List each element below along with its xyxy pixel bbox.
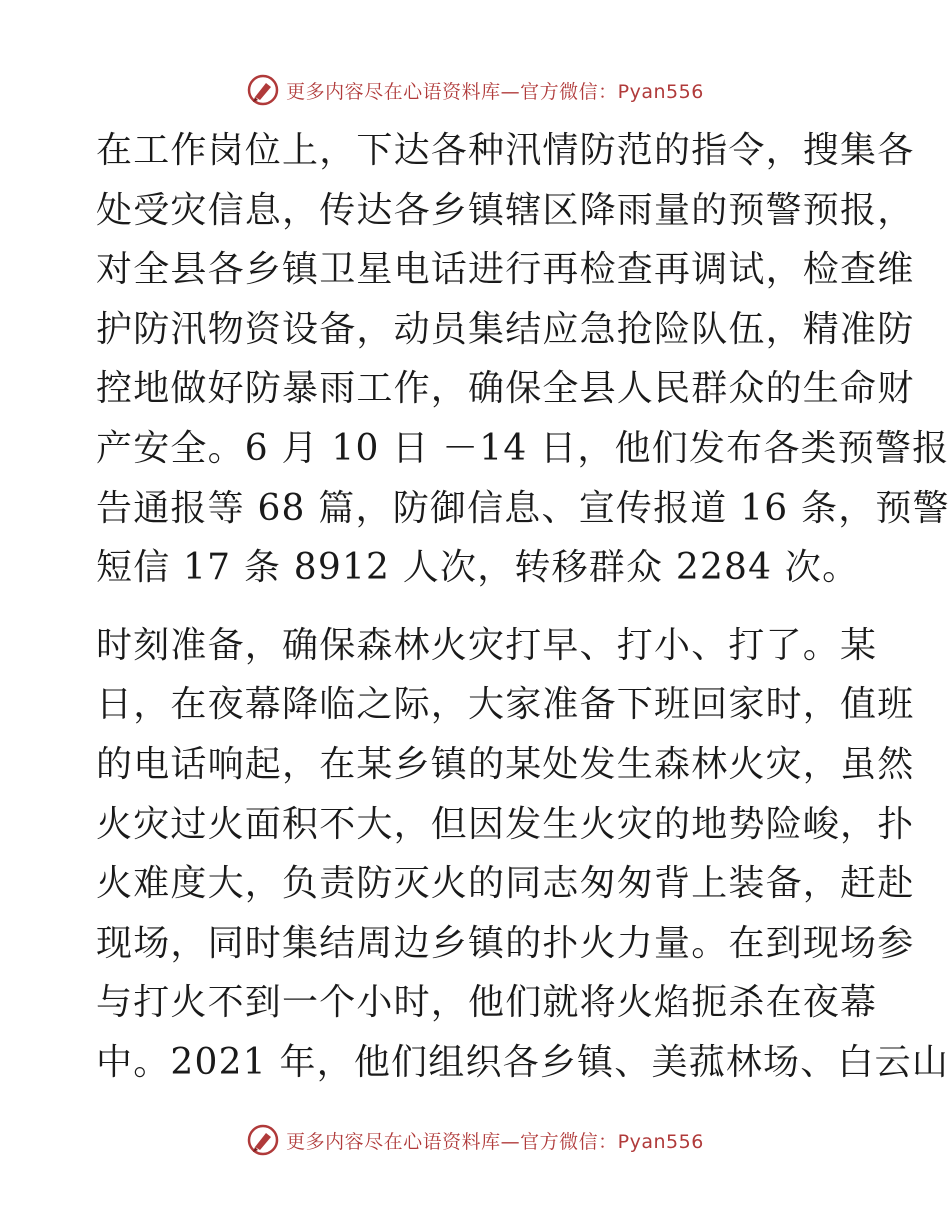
text-line: 短信 17 条 8912 人次，转移群众 2284 次。 — [96, 547, 860, 589]
text-line: 控地做好防暴雨工作，确保全县人民群众的生命财 — [96, 368, 915, 410]
text-line: 与打火不到一个小时，他们就将火焰扼杀在夜幕 — [96, 982, 878, 1024]
text-line: 火灾过火面积不大，但因发生火灾的地势险峻，扑 — [96, 803, 915, 845]
pen-circle-logo-icon — [246, 1123, 280, 1157]
text-line: 中。2021 年，他们组织各乡镇、美菰林场、白云山 — [96, 1041, 950, 1083]
pen-circle-logo-icon — [246, 73, 280, 107]
paragraph-forest-fire — [96, 616, 950, 1093]
header-banner — [0, 70, 950, 110]
text-line: 的电话响起，在某乡镇的某处发生森林火灾，虽然 — [96, 743, 915, 785]
paragraph-flood-prevention — [96, 121, 950, 598]
text-line: 护防汛物资设备，动员集结应急抢险队伍，精准防 — [96, 308, 915, 350]
footer-banner-text: 更多内容尽在心语资料库—官方微信：Pyan556 — [286, 1130, 704, 1153]
text-line: 在工作岗位上，下达各种汛情防范的指令，搜集各 — [96, 130, 915, 171]
text-line: 产安全。6 月 10 日 －14 日，他们发布各类预警报 — [96, 427, 950, 469]
text-line: 告通报等 68 篇，防御信息、宣传报道 16 条，预警 — [96, 487, 950, 529]
text-line: 对全县各乡镇卫星电话进行再检查再调试，检查维 — [96, 249, 915, 291]
text-line: 处受灾信息，传达各乡镇辖区降雨量的预警预报， — [96, 189, 915, 231]
document-body — [96, 121, 950, 1093]
text-line: 时刻准备，确保森林火灾打早、打小、打了。某 — [96, 624, 878, 666]
header-banner-text: 更多内容尽在心语资料库—官方微信：Pyan556 — [286, 80, 704, 103]
text-line: 火难度大，负责防灭火的同志匆匆背上装备，赶赴 — [96, 863, 915, 905]
text-line: 日，在夜幕降临之际，大家准备下班回家时，值班 — [96, 684, 915, 726]
footer-banner — [0, 1120, 950, 1160]
text-line: 现场，同时集结周边乡镇的扑火力量。在到现场参 — [96, 922, 915, 964]
paragraph-gap — [96, 598, 866, 616]
